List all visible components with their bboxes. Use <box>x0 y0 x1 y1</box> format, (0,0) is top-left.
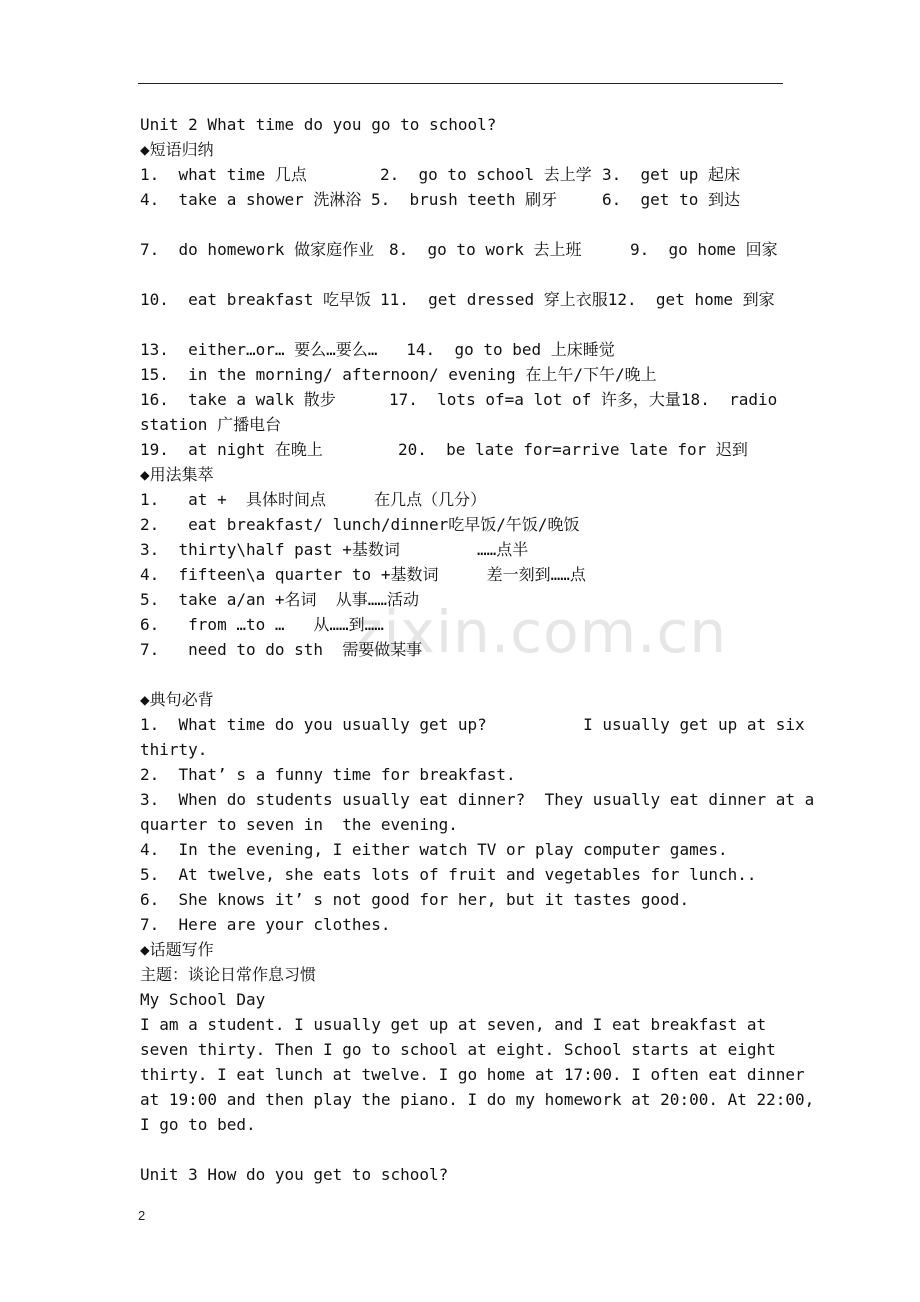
essay-line: I go to bed. <box>140 1115 256 1134</box>
phrase-row-4 <box>140 287 790 312</box>
phrases-heading: ◆短语归纳 <box>140 140 214 159</box>
essay-line: at 19:00 and then play the piano. I do my homework at 20:00. At 22:00, <box>140 1090 815 1109</box>
phrase-item: 7. do homework 做家庭作业 <box>140 240 375 259</box>
phrase-row-3 <box>140 237 790 262</box>
usage-heading: ◆用法集萃 <box>140 465 214 484</box>
usage-item: 1. at + 具体时间点 在几点（几分） <box>140 490 487 509</box>
phrase-item: 8. go to work 去上班 <box>389 240 582 259</box>
phrase-item: 19. at night 在晚上 <box>140 440 323 459</box>
sentence-line: quarter to seven in the evening. <box>140 815 458 834</box>
phrase-item: 9. go home 回家 <box>630 240 778 259</box>
phrase-item: 2. go to school 去上学 <box>380 165 592 184</box>
usage-item: 2. eat breakfast/ lunch/dinner吃早饭/午饭/晚饭 <box>140 515 580 534</box>
usage-item: 5. take a/an +名词 从事……活动 <box>140 590 420 609</box>
usage-item: 7. need to do sth 需要做某事 <box>140 640 423 659</box>
phrase-item: 10. eat breakfast 吃早饭 <box>140 290 372 309</box>
phrase-item: 17. lots of=a lot of 许多，大量18. radio <box>389 390 778 409</box>
essay-line: thirty. I eat lunch at twelve. I go home at 17:00. I often eat dinner <box>140 1065 805 1084</box>
sentence-line: 7. Here are your clothes. <box>140 915 391 934</box>
phrase-row-9 <box>140 437 790 462</box>
unit2-title: Unit 2 What time do you go to school? <box>140 115 497 134</box>
document-body <box>140 112 815 1187</box>
sentence-line: thirty. <box>140 740 208 759</box>
writing-topic: 主题：谈论日常作息习惯 <box>140 965 317 984</box>
phrase-row-5: 13. either…or… 要么…要么… 14. go to bed 上床睡觉 <box>140 340 615 359</box>
essay-title: My School Day <box>140 990 266 1009</box>
sentences-heading: ◆典句必背 <box>140 690 214 709</box>
sentence-line: 4. In the evening, I either watch TV or play computer games. <box>140 840 728 859</box>
watermark: zixin.com.cn <box>352 598 728 666</box>
essay-line: seven thirty. Then I go to school at eight. School starts at eight <box>140 1040 776 1059</box>
writing-heading: ◆话题写作 <box>140 940 214 959</box>
phrase-row-6: 15. in the morning/ afternoon/ evening 在上午/下午/晚上 <box>140 365 657 384</box>
page-number: 2 <box>138 1208 146 1223</box>
sentence-line: 2. That’ s a funny time for breakfast. <box>140 765 516 784</box>
usage-item: 6. from …to … 从……到…… <box>140 615 384 634</box>
sentence-line: 6. She knows it’ s not good for her, but it tastes good. <box>140 890 690 909</box>
sentence-line: 5. At twelve, she eats lots of fruit and vegetables for lunch.. <box>140 865 757 884</box>
phrase-item: 11. get dressed 穿上衣服12. get home 到家 <box>380 290 775 309</box>
phrase-row-1 <box>140 162 790 187</box>
header-rule <box>138 83 783 84</box>
phrase-row-7 <box>140 387 790 412</box>
phrase-item: 6. get to 到达 <box>602 190 740 209</box>
essay-line: I am a student. I usually get up at seven, and I eat breakfast at <box>140 1015 767 1034</box>
phrase-item: 20. be late for=arrive late for 迟到 <box>398 440 748 459</box>
sentence-line: 1. What time do you usually get up? I usually get up at six <box>140 715 805 734</box>
phrase-row-2 <box>140 187 790 212</box>
usage-item: 4. fifteen\a quarter to +基数词 差一刻到……点 <box>140 565 586 584</box>
phrase-item: 3. get up 起床 <box>602 165 740 184</box>
phrase-item: 5. brush teeth 刷牙 <box>371 190 558 209</box>
phrase-item: 4. take a shower 洗淋浴 <box>140 190 362 209</box>
phrase-row-8: station 广播电台 <box>140 415 282 434</box>
unit3-title: Unit 3 How do you get to school? <box>140 1165 449 1184</box>
sentence-line: 3. When do students usually eat dinner? They usually eat dinner at a <box>140 790 815 809</box>
phrase-item: 16. take a walk 散步 <box>140 390 336 409</box>
usage-item: 3. thirty\half past +基数词 ……点半 <box>140 540 529 559</box>
phrase-item: 1. what time 几点 <box>140 165 307 184</box>
